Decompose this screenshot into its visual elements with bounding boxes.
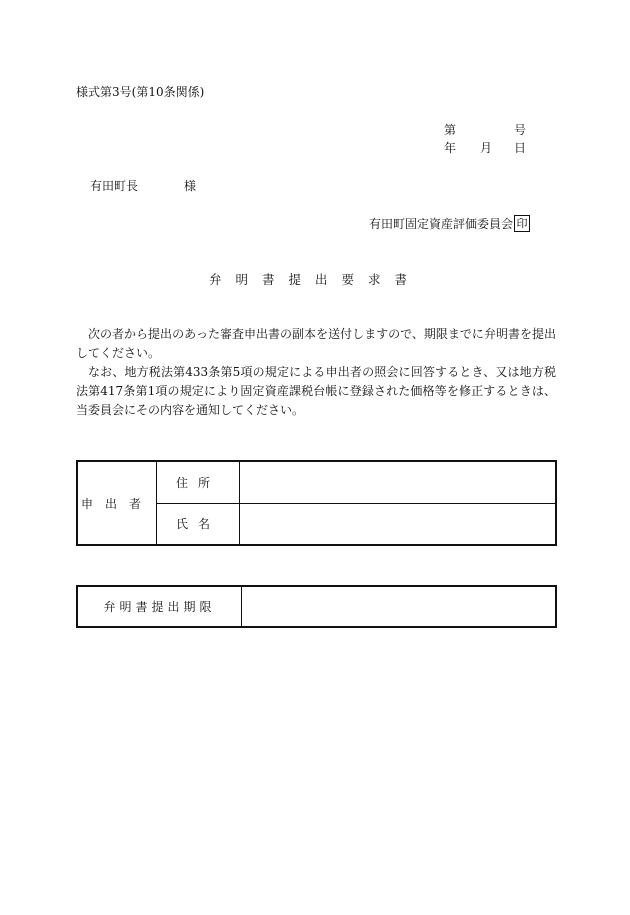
sender-name: 有田町固定資産評価委員会 <box>368 217 513 231</box>
document-number-go: 号 <box>514 123 527 137</box>
date-month-label: 月 <box>480 141 493 155</box>
table-row <box>77 586 556 627</box>
seal-mark: 印 <box>514 215 530 232</box>
address-value-field[interactable] <box>240 461 557 503</box>
addressee-honorific: 様 <box>184 179 197 193</box>
deadline-value-field[interactable] <box>242 586 557 627</box>
applicant-table <box>76 460 557 546</box>
address-label: 住所 <box>157 461 240 503</box>
form-number-label: 様式第3号(第10条関係) <box>76 85 205 99</box>
name-value-field[interactable] <box>240 503 557 545</box>
document-number-dai: 第 <box>444 123 457 137</box>
document-title: 弁明書提出要求書 <box>208 272 421 287</box>
date-day-label: 日 <box>514 141 527 155</box>
date-year-label: 年 <box>444 141 457 155</box>
addressee-name: 有田町長 <box>90 179 139 193</box>
body-paragraph-2: なお、地方税法第433条第5項の規定による申出者の照会に回答するとき、又は地方税法第417条第1項の規定により固定資産課税台帳に登録された価格等を修正するときは、当委員会にその内容を通知してください。 <box>76 365 556 417</box>
name-label: 氏名 <box>157 503 240 545</box>
body-paragraph-1: 次の者から提出のあった審査申出書の副本を送付しますので、期限までに弁明書を提出してください。 <box>76 327 556 360</box>
deadline-label: 弁明書提出期限 <box>77 586 242 627</box>
table-row <box>77 461 556 503</box>
deadline-table <box>76 585 557 628</box>
applicant-group-label: 申出者 <box>77 461 157 545</box>
